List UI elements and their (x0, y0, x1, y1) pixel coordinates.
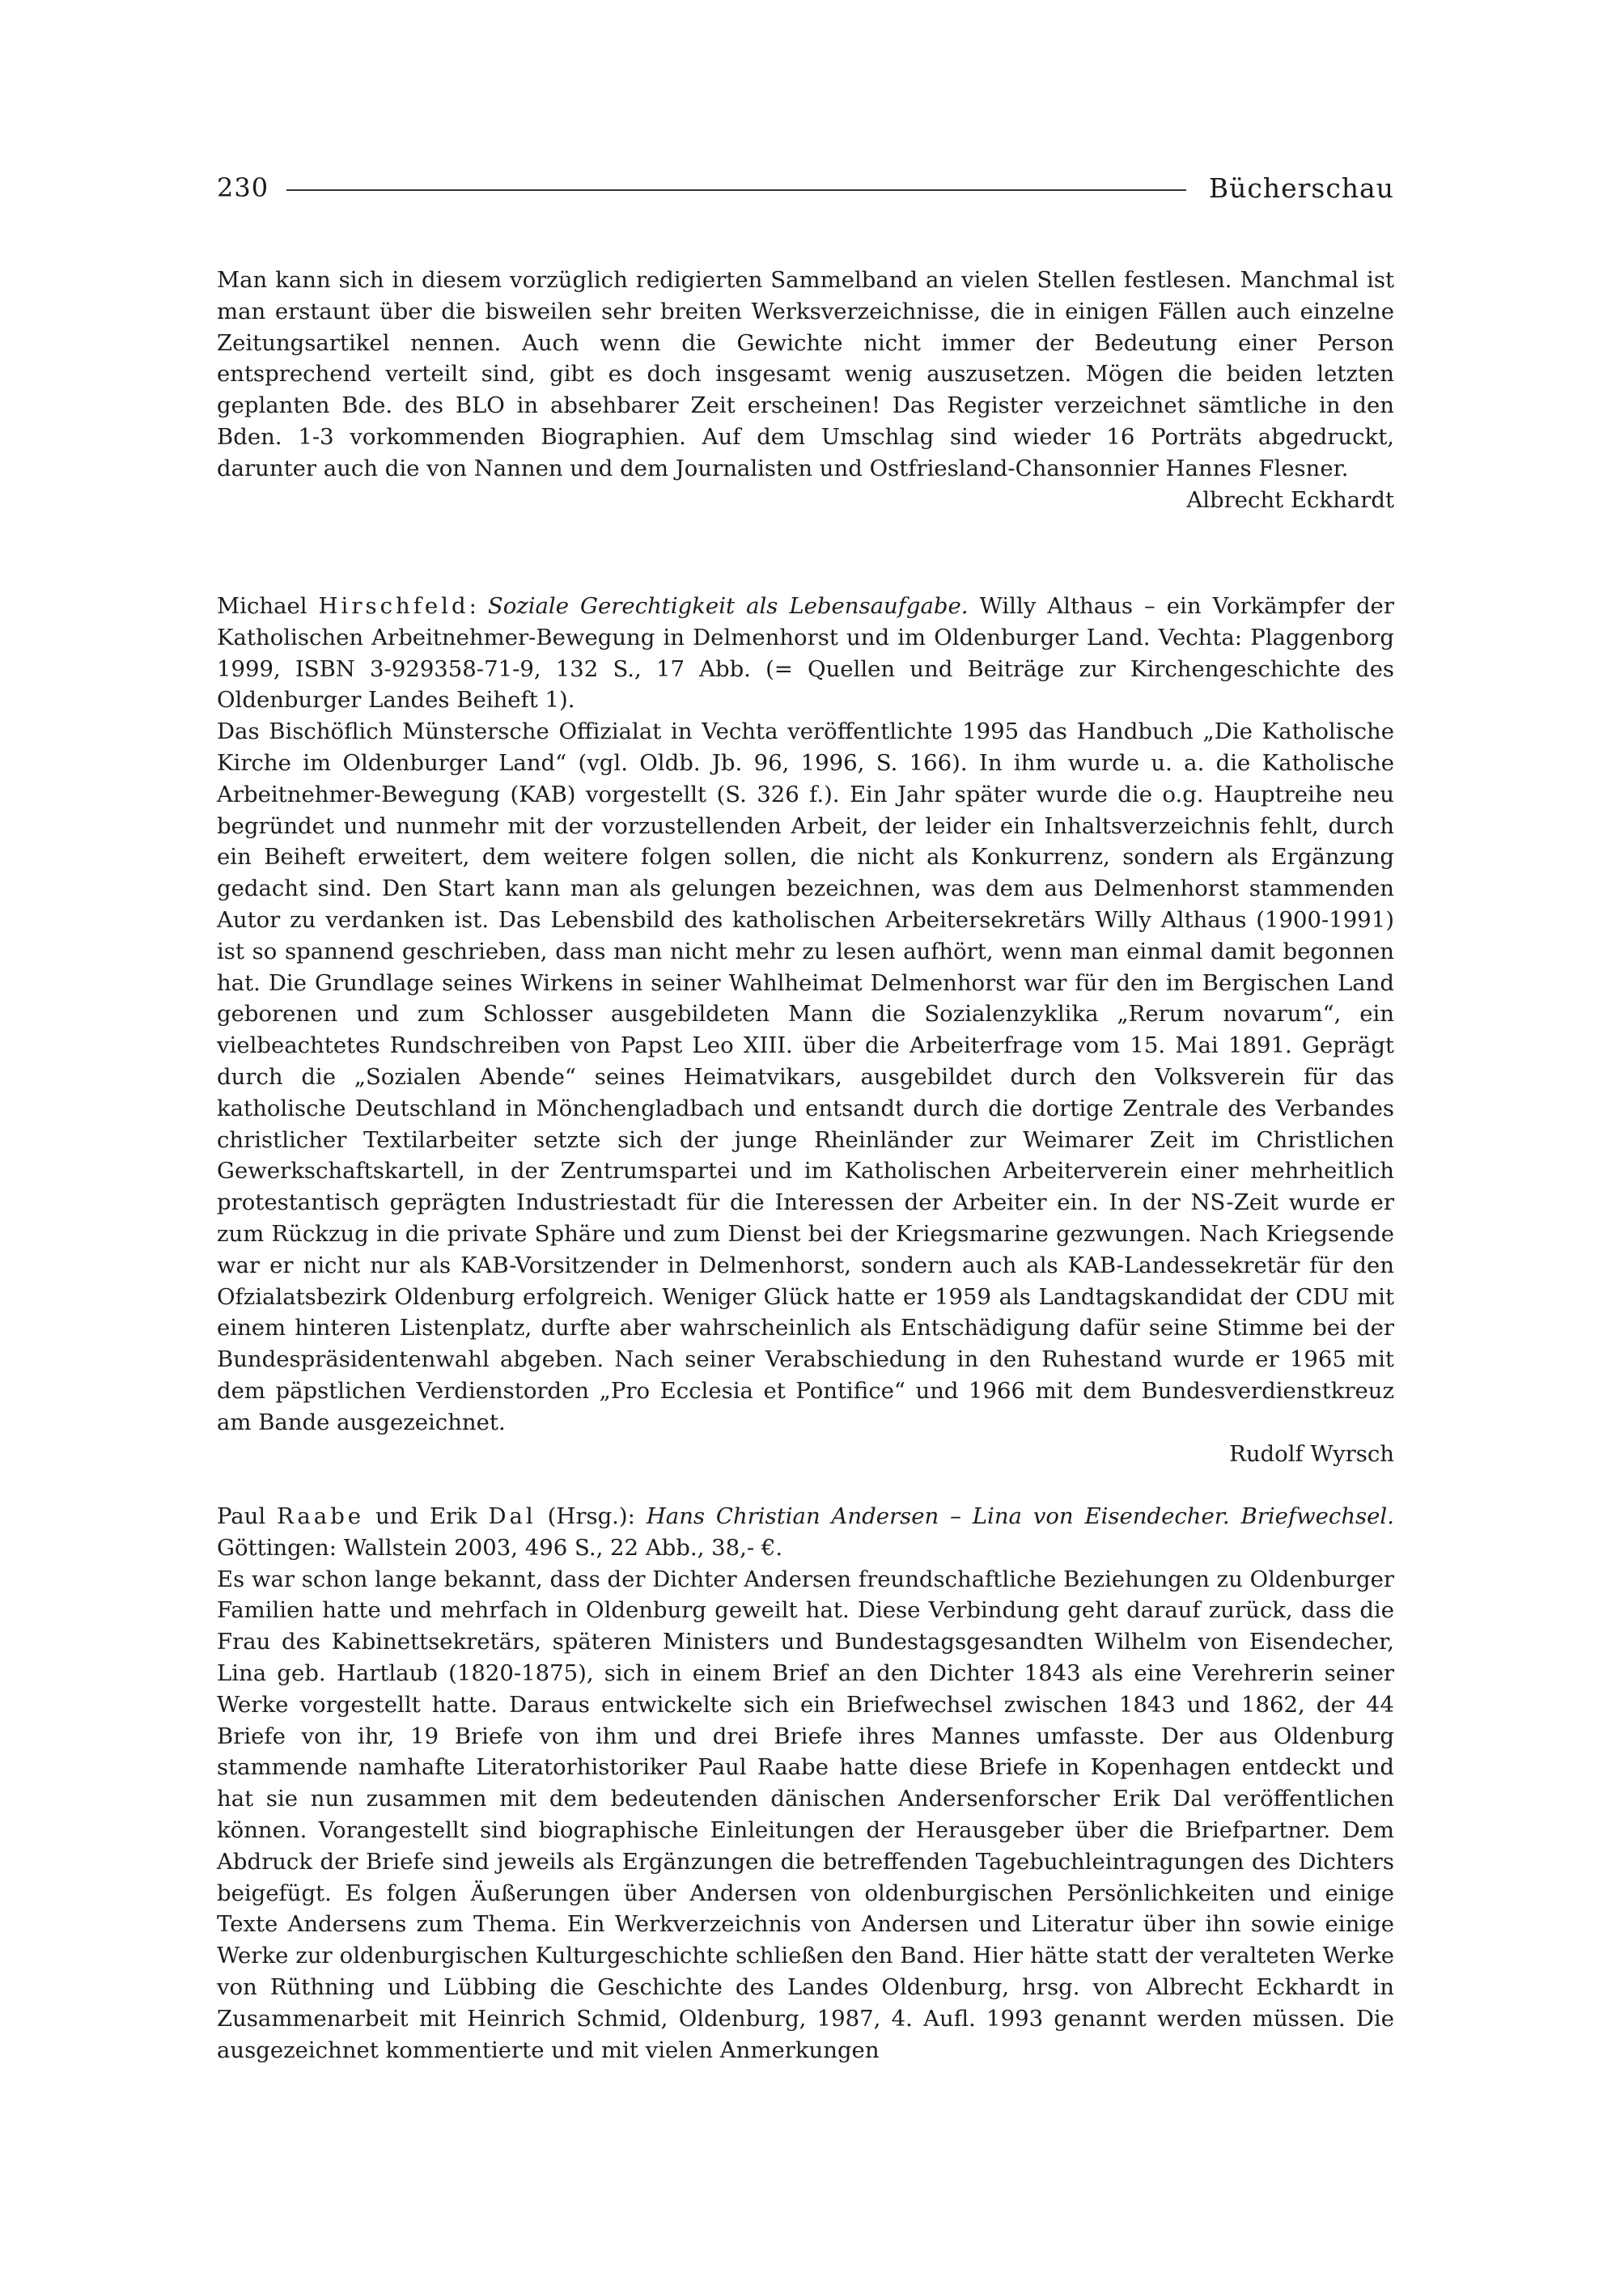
reviewer-name: Rudolf Wyrsch (1229, 1440, 1394, 1467)
citation-title: Soziale Gerechtigkeit als Lebensaufgabe. (487, 593, 969, 619)
review-hirschfeld (217, 591, 1394, 1469)
citation-author1-last: Raabe (277, 1503, 365, 1529)
citation-author2-last: Dal (488, 1503, 536, 1529)
citation-connector: und (375, 1503, 418, 1529)
citation-author-last: Hirschfeld (318, 593, 469, 619)
review-body: Es war schon lange bekannt, dass der Dichter Andersen freundschaftliche Beziehungen zu Oldenburger Familien hatte und mehrfach in Oldenburg geweilt hat. Diese Verbindung geht darauf zurück, dass die Frau des Kabinettsekretärs, späteren Ministers und Bundestagsgesandten Wilhelm von Eisendecher, Lina geb. Hartlaub (1820-1875), sich in einem Brief an den Dichter 1843 als eine Verehrerin seiner Werke vorgestellt hatte. Daraus entwickelte sich ein Briefwechsel zwischen 1843 und 1862, der 44 Briefe von ihr, 19 Briefe von ihm und drei Briefe ihres Mannes umfasste. Der aus Oldenburg stammende namhafte Literatorhistoriker Paul Raabe hatte diese Briefe in Kopenhagen entdeckt und hat sie nun zusammen mit dem bedeutenden dänischen Andersenforscher Erik Dal veröffentlichen können. Vorangestellt sind biographische Einleitungen der Herausgeber über die Briefpartner. Dem Abdruck der Briefe sind jeweils als Ergänzungen die betreffenden Tagebuchleintragungen des Dichters beigefügt. Es folgen Äußerungen über Andersen von oldenburgischen Persönlichkeiten und einige Texte Andersens zum Thema. Ein Werkverzeichnis von Andersen und Literatur über ihn sowie einige Werke zur oldenburgischen Kulturgeschichte schließen den Band. Hier hätte statt der veralteten Werke von Rüthning und Lübbing die Geschichte des Landes Oldenburg, hrsg. von Albrecht Eckhardt in Zusammenarbeit mit Heinrich Schmid, Oldenburg, 1987, 4. Aufl. 1993 genannt werden müssen. Die ausgezeichnet kommentierte und mit vielen Anmerkungen (217, 1566, 1394, 2063)
running-title: Bücherschau (1208, 172, 1394, 204)
citation-details: Willy Althaus – ein Vorkämpfer der Katholischen Arbeitnehmer-Bewegung in Delmenhorst und im Oldenburger Land. Vechta: Plaggenborg 1999, ISBN 3-929358-71-9, 132 S., 17 Abb. (= Quellen und Beiträge zur Kirchengeschichte des Oldenburger Landes Beiheft 1). (217, 593, 1394, 714)
citation-author-first: Michael (217, 593, 307, 619)
review-raabe-dal (217, 1501, 1394, 2066)
page-header (217, 168, 1394, 207)
citation-details: Göttingen: Wallstein 2003, 496 S., 22 Abb., 38,- €. (217, 1534, 783, 1561)
citation-author1-first: Paul (217, 1503, 266, 1529)
bibliographic-citation: Michael Hirschfeld: Soziale Gerechtigkeit als Lebensaufgabe. Willy Althaus – ein Vorkämpfer der Katholischen Arbeitnehmer-Bewegung in Delmenhorst und im Oldenburger Land. Vechta: Plaggenborg 1999, ISBN 3-929358-71-9, 132 S., 17 Abb. (= Quellen und Beiträge zur Kirchengeschichte des Oldenburger Landes Beiheft 1). (217, 593, 1394, 714)
review-body: Das Bischöflich Münstersche Offizialat in Vechta veröffentlichte 1995 das Handbuch „Die Katholische Kirche im Oldenburger Land“ (vgl. Oldb. Jb. 96, 1996, S. 166). In ihm wurde u. a. die Katholische Arbeitnehmer-Bewegung (KAB) vorgestellt (S. 326 f.). Ein Jahr später wurde die o.g. Hauptreihe neu begründet und nunmehr mit der vorzustellenden Arbeit, der leider ein Inhaltsverzeichnis fehlt, durch ein Beiheft erweitert, dem weitere folgen sollen, die nicht als Konkurrenz, sondern als Ergänzung gedacht sind. Den Start kann man als gelungen bezeichnen, was dem aus Delmenhorst stammenden Autor zu verdanken ist. Das Lebensbild des katholischen Arbeitersekretärs Willy Althaus (1900-1991) ist so spannend geschrieben, dass man nicht mehr zu lesen aufhört, wenn man einmal damit begonnen hat. Die Grundlage seines Wirkens in seiner Wahlheimat Delmenhorst war für den im Bergischen Land geborenen und zum Schlosser ausgebildeten Mann die Sozialenzyklika „Rerum novarum“, ein vielbeachtetes Rundschreiben von Papst Leo XIII. über die Arbeiterfrage vom 15. Mai 1891. Geprägt durch die „Sozialen Abende“ seines Heimatvikars, ausgebildet durch den Volksverein für das katholische Deutschland in Mönchengladbach und entsandt durch die dortige Zentrale des Verbandes christlicher Textilarbeiter setzte sich der junge Rheinländer zur Weimarer Zeit im Christlichen Gewerkschaftskartell, in der Zentrumspartei und im Katholischen Arbeiterverein einer mehrheitlich protestantisch geprägten Industriestadt für die Interessen der Arbeiter ein. In der NS-Zeit wurde er zum Rückzug in die private Sphäre und zum Dienst bei der Kriegsmarine gezwungen. Nach Kriegsende war er nicht nur als KAB-Vorsitzender in Delmenhorst, sondern auch als KAB-Landessekretär für den Ofzialatsbezirk Oldenburg erfolgreich. Weniger Glück hatte er 1959 als Landtagskandidat der CDU mit einem hinteren Listenplatz, durfte aber wahrscheinlich als Entschädigung dafür seine Stimme bei der Bundespräsidentenwahl abgeben. Nach seiner Verabschiedung in den Ruhestand wurde er 1965 mit dem päpstlichen Verdienstorden „Pro Ecclesia et Pontifice“ und 1966 mit dem Bundesverdienstkreuz am Bande ausgezeichnet. (217, 718, 1394, 1435)
citation-author2-first: Erik (429, 1503, 477, 1529)
citation-editor-note: (Hrsg.): (547, 1503, 635, 1529)
review-continuation (217, 265, 1394, 515)
review-body: Man kann sich in diesem vorzüglich redigierten Sammelband an vielen Stellen festlesen. Manchmal ist man erstaunt über die bisweilen sehr breiten Werksverzeichnisse, die in einigen Fällen auch einzelne Zeitungsartikel nennen. Auch wenn die Gewichte nicht immer der Bedeutung einer Person entsprechend verteilt sind, gibt es doch insgesamt wenig auszusetzen. Mögen die beiden letzten geplanten Bde. des BLO in absehbarer Zeit erscheinen! Das Register verzeichnet sämtliche in den Bden. 1-3 vorkommenden Biographien. Auf dem Umschlag sind wieder 16 Porträts abgedruckt, darunter auch die von Nannen und dem Journalisten und Ostfriesland-Chansonnier Hannes Flesner. (217, 267, 1394, 481)
page-number: 230 (217, 172, 269, 203)
reviewer-name: Albrecht Eckhardt (1186, 486, 1394, 513)
header-rule (286, 189, 1186, 191)
citation-title: Hans Christian Andersen – Lina von Eisendecher. Briefwechsel. (646, 1503, 1394, 1529)
bibliographic-citation (217, 1501, 1394, 1564)
